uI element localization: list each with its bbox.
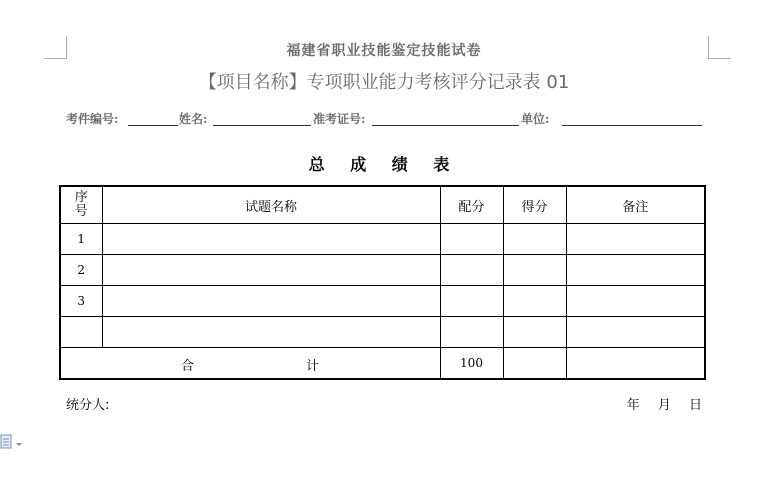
row-score-cell[interactable] bbox=[440, 286, 503, 317]
exam-no-line[interactable] bbox=[128, 125, 178, 126]
table-row bbox=[60, 255, 705, 286]
row-seq: 2 bbox=[60, 255, 102, 286]
row-item-cell[interactable] bbox=[102, 224, 440, 255]
table-row bbox=[60, 286, 705, 317]
name-label: 姓名: bbox=[179, 112, 208, 126]
row-seq bbox=[60, 317, 102, 348]
ticket-no-label: 准考证号: bbox=[313, 112, 366, 126]
score-summary-table bbox=[59, 185, 706, 380]
header-got: 得分 bbox=[503, 186, 566, 224]
total-label-cell bbox=[60, 348, 440, 380]
row-seq: 3 bbox=[60, 286, 102, 317]
total-label-he: 合 bbox=[181, 359, 195, 374]
table-row bbox=[60, 224, 705, 255]
total-score: 100 bbox=[440, 348, 503, 380]
header-seq: 序 号 bbox=[60, 186, 102, 224]
scorer-label: 统分人: bbox=[66, 398, 110, 413]
row-item-cell[interactable] bbox=[102, 286, 440, 317]
total-got-cell[interactable] bbox=[503, 348, 566, 380]
row-got-cell[interactable] bbox=[503, 255, 566, 286]
row-score-cell[interactable] bbox=[440, 224, 503, 255]
summary-table-title: 总 成 绩 表 bbox=[308, 155, 460, 174]
table-row bbox=[60, 317, 705, 348]
signature-row bbox=[66, 394, 706, 414]
document-icon[interactable] bbox=[0, 434, 26, 450]
unit-label: 单位: bbox=[521, 112, 550, 126]
unit-line[interactable] bbox=[562, 125, 702, 126]
row-got-cell[interactable] bbox=[503, 224, 566, 255]
total-row bbox=[60, 348, 705, 380]
row-score-cell[interactable] bbox=[440, 255, 503, 286]
total-label-ji: 计 bbox=[306, 359, 320, 374]
row-seq: 1 bbox=[60, 224, 102, 255]
row-item-cell[interactable] bbox=[102, 317, 440, 348]
ticket-no-line[interactable] bbox=[372, 125, 519, 126]
form-title: 【项目名称】专项职业能力考核评分记录表 01 bbox=[198, 72, 570, 93]
exam-no-label: 考件编号: bbox=[66, 112, 119, 126]
header-note: 备注 bbox=[566, 186, 705, 224]
row-note-cell[interactable] bbox=[566, 224, 705, 255]
exam-title: 福建省职业技能鉴定技能试卷 bbox=[286, 43, 482, 59]
row-note-cell[interactable] bbox=[566, 286, 705, 317]
name-line[interactable] bbox=[213, 125, 311, 126]
date-label: 年 月 日 bbox=[626, 398, 702, 413]
row-got-cell[interactable] bbox=[503, 317, 566, 348]
row-score-cell[interactable] bbox=[440, 317, 503, 348]
row-got-cell[interactable] bbox=[503, 286, 566, 317]
header-item-name: 试题名称 bbox=[102, 186, 440, 224]
table-header-row bbox=[60, 186, 705, 224]
row-note-cell[interactable] bbox=[566, 255, 705, 286]
candidate-info-row bbox=[66, 110, 706, 130]
header-score: 配分 bbox=[440, 186, 503, 224]
total-note-cell[interactable] bbox=[566, 348, 705, 380]
row-item-cell[interactable] bbox=[102, 255, 440, 286]
row-note-cell[interactable] bbox=[566, 317, 705, 348]
